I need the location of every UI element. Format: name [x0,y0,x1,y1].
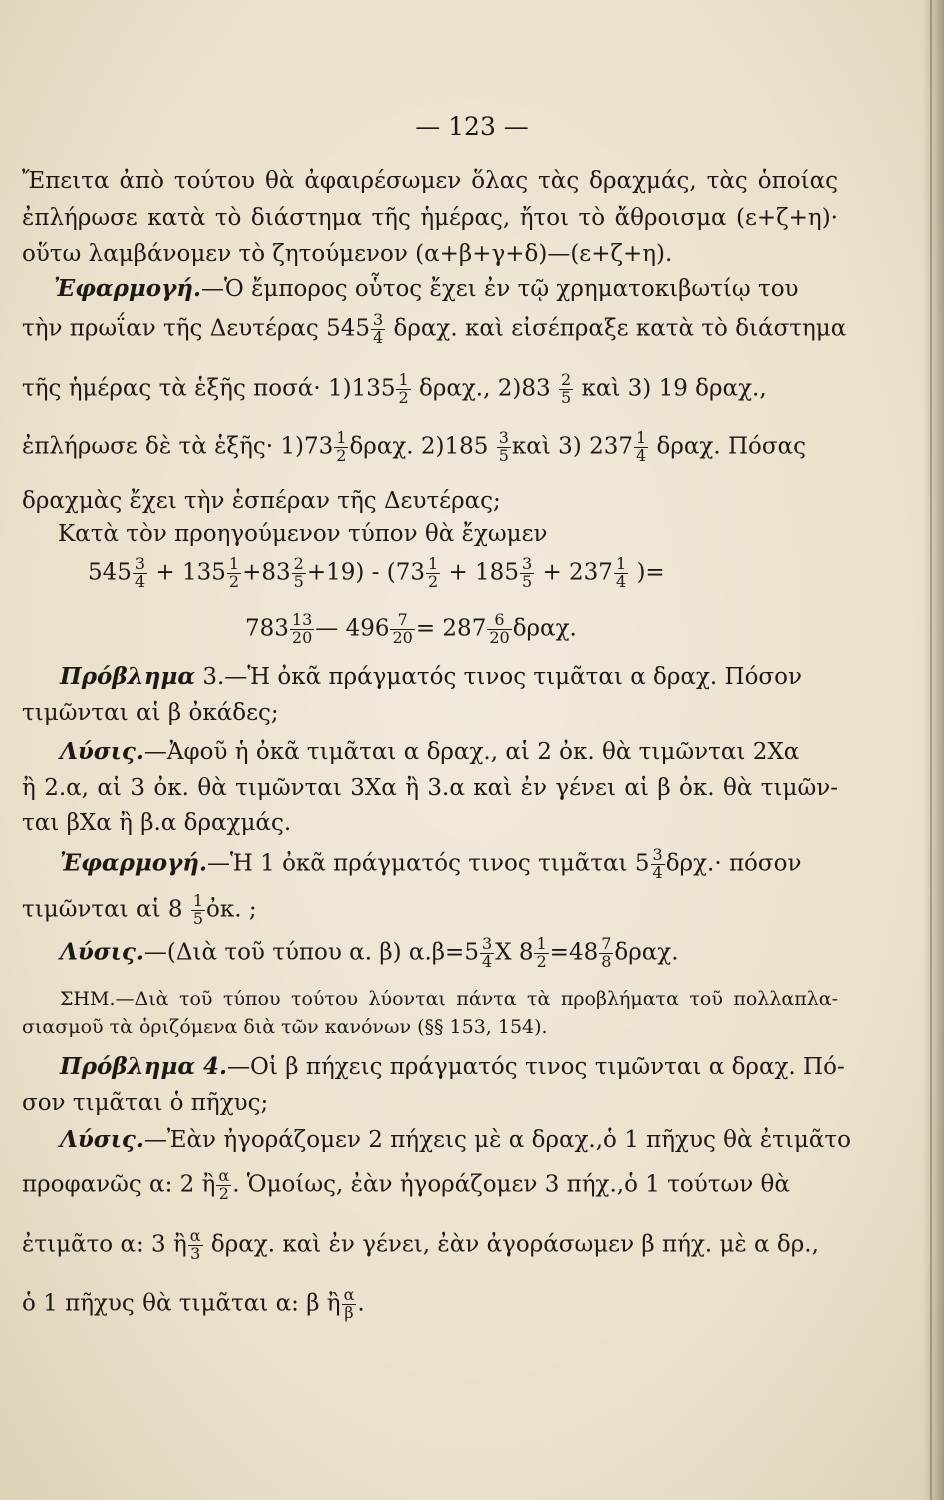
equation-term: - (73 [371,559,425,586]
fraction: $\frac{2}{5}$ [560,370,572,407]
section-label: Πρόβλημα [60,663,196,690]
text-span: ὁ 1 πῆχυς θὰ τιμᾶται α: β ἢ [22,1290,341,1317]
text-line: δραχμὰς ἔχει τὴν ἑσπέραν τῆς Δευτέρας; [22,488,501,514]
page-edge-shadow [922,0,944,1500]
fraction: $\frac{1}{2}$ [427,554,439,591]
section-label: Ἐφαρμογή. [54,275,201,302]
fraction: $\frac{1}{2}$ [536,934,547,971]
text-span: δραχ. καὶ ἐν γένει, ἐὰν ἀγοράσωμεν β πήχ. μὲ α δρ., [210,1231,819,1258]
fraction: $\frac{13}{20}$ [291,610,313,647]
text-span: ἐπλήρωσε δὲ τὰ ἑξῆς· 1)73 [22,433,334,460]
fraction: $\frac{3}{4}$ [134,554,146,591]
equation-term: )= [636,559,665,586]
fraction: $\frac{1}{2}$ [398,370,409,407]
text-span: τῆς ἡμέρας τὰ ἑξῆς ποσά· 1)135 [22,375,396,402]
equation-term: + 185 [448,559,519,586]
fraction: $\frac{1}{4}$ [615,554,627,591]
equation-term: 783 [245,615,289,642]
fraction: $\frac{7}{8}$ [601,934,612,971]
text-span: δραχ. καὶ εἰσέπραξε κατὰ τὸ διάστημα [393,315,847,342]
fraction: $\frac{2}{5}$ [293,554,304,591]
text-line: Κατὰ τὸν προηγούμενον τύπον θὰ ἔχωμεν [58,521,548,547]
equation-term: + 237 [542,559,613,586]
fraction: $\frac{\alpha}{3}$ [189,1226,201,1263]
text-span: δραχ. Πόσας [656,433,806,460]
text-span: . Ὁμοίως, ἐὰν ἠγοράζομεν 3 πήχ.,ὁ 1 τούτων θὰ [232,1171,790,1198]
fraction: $\frac{1}{2}$ [336,428,347,465]
page-edge-line [930,0,932,1500]
text-span: δραχ., 2)83 [418,375,551,402]
text-span: καὶ 3) 19 δραχ., [581,375,767,402]
equation-term: = 287 [415,615,487,642]
text-span: προφανῶς α: 2 ἢ [22,1171,216,1198]
equation-term: + 135 [155,559,226,586]
fraction: $\frac{3}{5}$ [521,554,533,591]
fraction: $\frac{7}{20}$ [392,610,413,647]
text-span: ἐτιμᾶτο α: 3 ἢ [22,1231,187,1258]
text-line: οὕτω λαμβάνομεν τὸ ζητούμενον (α+β+γ+δ)—(ε+ζ+η). [22,241,673,267]
equation-term: +19) [306,559,365,586]
text-line: Ἔπειτα ἀπὸ τούτου θὰ ἀφαιρέσωμεν ὅλας τὰς δραχμάς, τὰς ὁποίας [22,168,838,194]
text-line: τιμῶνται αἱ β ὀκάδες; [22,700,279,726]
text-line: ται βXα ἢ β.α δραχμάς. [22,810,292,836]
text-line: σον τιμᾶται ὁ πῆχυς; [22,1090,269,1116]
text-span: ὀκ. ; [206,896,257,923]
text-span: —(Διὰ τοῦ τύπου α. β) α.β=5 [143,939,479,966]
fraction: $\frac{3}{4}$ [481,934,493,971]
text-span: —Ἡ 1 ὀκᾶ πράγματός τινος τιμᾶται 5 [207,850,650,877]
equation-term: — 496 [315,615,390,642]
page-number: — 123 — [415,112,529,141]
fraction: $\frac{\alpha}{2}$ [218,1166,230,1203]
text-line: ἢ 2.α, αἱ 3 ὀκ. θὰ τιμῶνται 3Xα ἢ 3.α καὶ ἐν γένει αἱ β ὀκ. θὰ τιμῶν- [22,775,838,801]
section-label: Λύσις. [60,938,144,966]
text-span: δραχ. 2)185 [349,433,489,460]
section-label: Ἐφαρμογή. [60,849,207,877]
fraction: $\frac{3}{5}$ [498,428,509,465]
text-span: =48 [549,939,599,966]
note-line: σιασμοῦ τὰ ὁριζόμενα διὰ τῶν κανόνων (§§ 153, 154). [22,1016,548,1038]
section-label: Λύσις. [60,738,144,765]
text-span: τὴν πρωΐαν τῆς Δευτέρας 545 [22,315,371,342]
fraction: $\frac{6}{20}$ [489,610,510,647]
text-span: —Ὁ ἔμπορος οὗτος ἔχει ἐν τῷ χρηματοκιβωτίῳ του [201,276,799,302]
text-span: . [357,1290,365,1317]
note-line: ΣΗΜ.—Διὰ τοῦ τύπου τούτου λύονται πάντα τὰ προβλήματα τοῦ πολλαπλα- [60,988,838,1010]
text-span: —Ἀφοῦ ἡ ὀκᾶ τιμᾶται α δραχ., αἱ 2 ὀκ. θὰ τιμῶνται 2Xα [143,739,800,765]
equation-2 [245,612,745,647]
fraction: $\frac{3}{4}$ [373,310,384,347]
text-span: —Ἐὰν ἠγοράζομεν 2 πήχεις μὲ α δραχ.,ὁ 1 πῆχυς θὰ ἐτιμᾶτο [143,1127,851,1153]
text-line: ἐπλήρωσε κατὰ τὸ διάστημα τῆς ἡμέρας, ἤτοι τὸ ἄθροισμα (ε+ζ+η)· [22,205,838,231]
text-span: καὶ 3) 237 [511,433,633,460]
equation-term: 545 [88,559,132,586]
text-span: δρχ.· πόσον [665,850,802,877]
fraction: $\frac{1}{5}$ [192,891,204,928]
equation-term: δραχ. [512,615,577,642]
section-label: Πρόβλημα 4. [60,1053,228,1080]
equation-term: +83 [242,559,291,586]
fraction: $\frac{\alpha}{\beta}$ [343,1285,355,1322]
text-span: 3.—Ἡ ὀκᾶ πράγματός τινος τιμᾶται α δραχ. Πόσον [202,664,802,690]
fraction: $\frac{1}{4}$ [635,428,647,465]
text-span: X 8 [495,939,534,966]
fraction: $\frac{1}{2}$ [228,554,240,591]
section-label: Λύσις. [60,1126,144,1153]
equation-1 [88,556,848,591]
fraction: $\frac{3}{4}$ [652,845,663,882]
text-span: —Οἱ β πήχεις πράγματός τινος τιμῶνται α δραχ. Πό- [227,1054,845,1080]
text-span: δραχ. [614,939,679,966]
text-span: τιμῶνται αἱ 8 [22,896,183,923]
